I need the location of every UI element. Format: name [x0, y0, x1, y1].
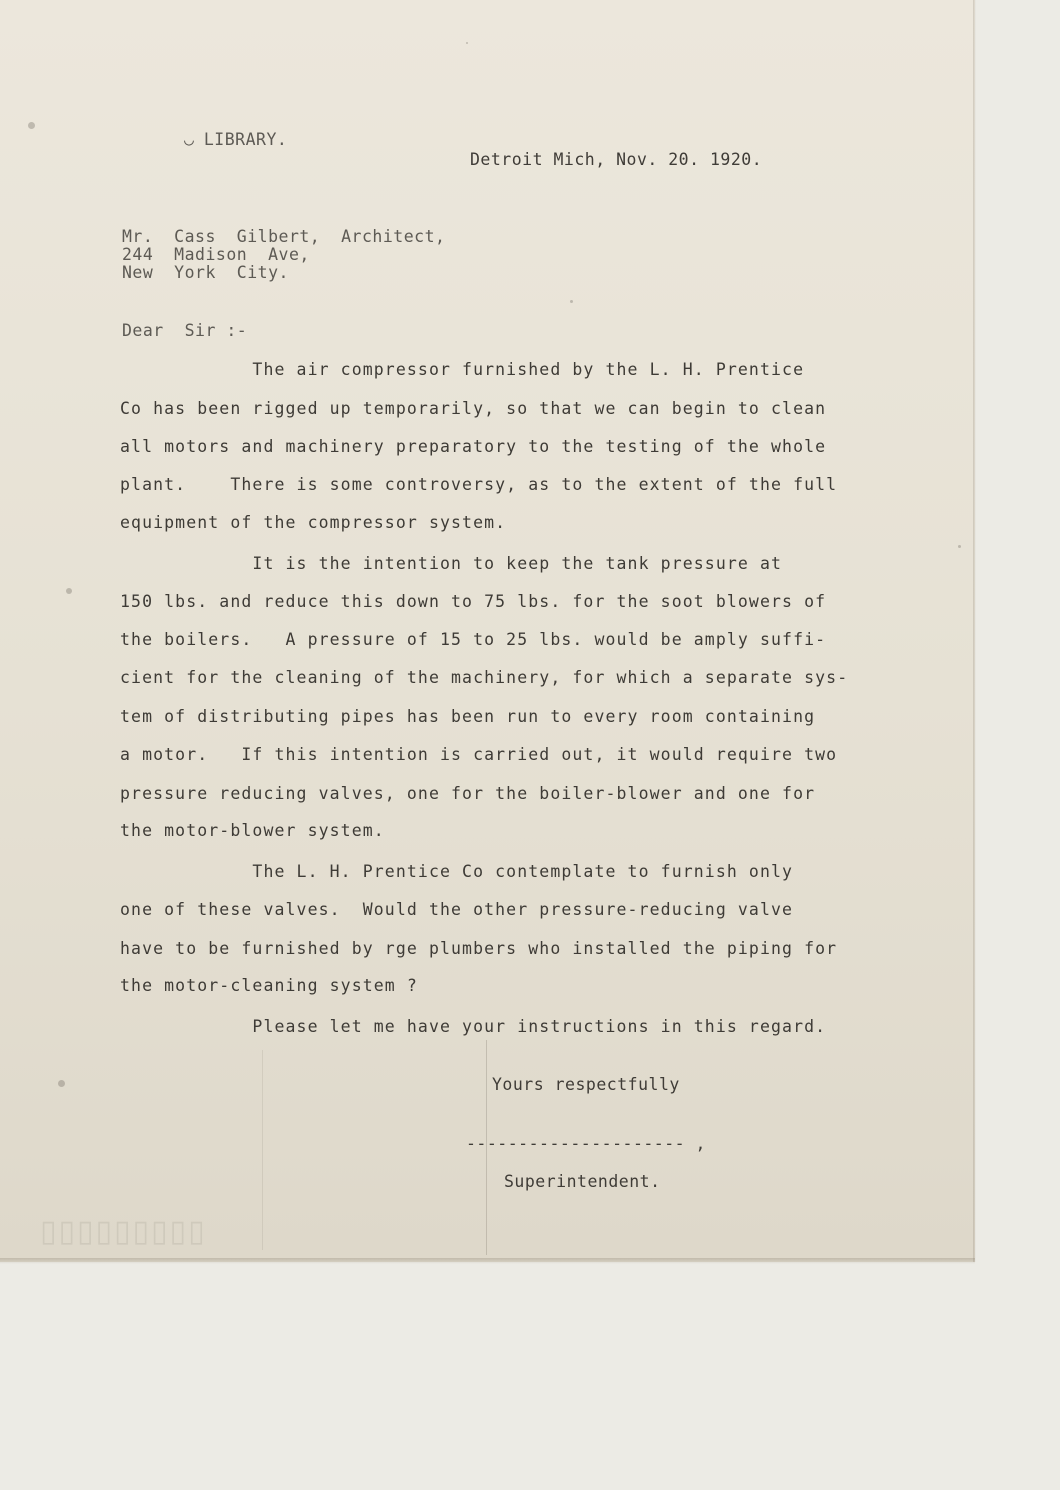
body-line: pressure reducing valves, one for the boiler-blower and one for [120, 784, 816, 803]
salutation: Dear Sir :- [122, 321, 248, 340]
paper-speck [466, 42, 468, 44]
library-stamp: ◡ LIBRARY. [184, 130, 288, 149]
paper-speck [958, 545, 961, 548]
body-line: the motor-cleaning system ? [120, 976, 418, 995]
recipient-line-1: Mr. Cass Gilbert, Architect, [122, 227, 446, 246]
body-line: tem of distributing pipes has been run to every room containing [120, 707, 816, 726]
body-line: The air compressor furnished by the L. H. Prentice [120, 360, 805, 379]
closing: Yours respectfully [492, 1075, 680, 1094]
body-line: a motor. If this intention is carried out, it would require two [120, 745, 838, 764]
body-line: The L. H. Prentice Co contemplate to furnish only [120, 862, 794, 881]
signatory-title: Superintendent. [504, 1172, 661, 1191]
signature-line: --------------------- , [466, 1134, 706, 1153]
body-line: plant. There is some controversy, as to the extent of the full [120, 475, 838, 494]
faded-stamp: ▯▯▯▯▯▯▯▯▯ [40, 1214, 207, 1249]
crease-line [262, 1050, 263, 1250]
body-line: 150 lbs. and reduce this down to 75 lbs. for the soot blowers of [120, 592, 827, 611]
body-line: the boilers. A pressure of 15 to 25 lbs. would be amply suffi- [120, 630, 827, 649]
paper-speck [28, 122, 35, 129]
body-line: have to be furnished by rge plumbers who installed the piping for [120, 939, 838, 958]
paper-speck [570, 300, 573, 303]
sheet-edge [0, 1258, 975, 1264]
body-line: cient for the cleaning of the machinery, for which a separate sys- [120, 668, 849, 687]
paper-speck [66, 588, 72, 594]
body-line: one of these valves. Would the other pressure-reducing valve [120, 900, 794, 919]
body-line: It is the intention to keep the tank pressure at [120, 554, 783, 573]
body-line: Co has been rigged up temporarily, so that we can begin to clean [120, 399, 827, 418]
recipient-line-2: 244 Madison Ave, [122, 245, 310, 264]
body-line: Please let me have your instructions in this regard. [120, 1017, 827, 1036]
body-line: equipment of the compressor system. [120, 513, 507, 532]
dateline: Detroit Mich, Nov. 20. 1920. [470, 150, 763, 169]
body-line: the motor-blower system. [120, 821, 385, 840]
sheet-edge [973, 0, 976, 1262]
body-line: all motors and machinery preparatory to the testing of the whole [120, 437, 827, 456]
paper-speck [58, 1080, 65, 1087]
recipient-line-3: New York City. [122, 263, 289, 282]
